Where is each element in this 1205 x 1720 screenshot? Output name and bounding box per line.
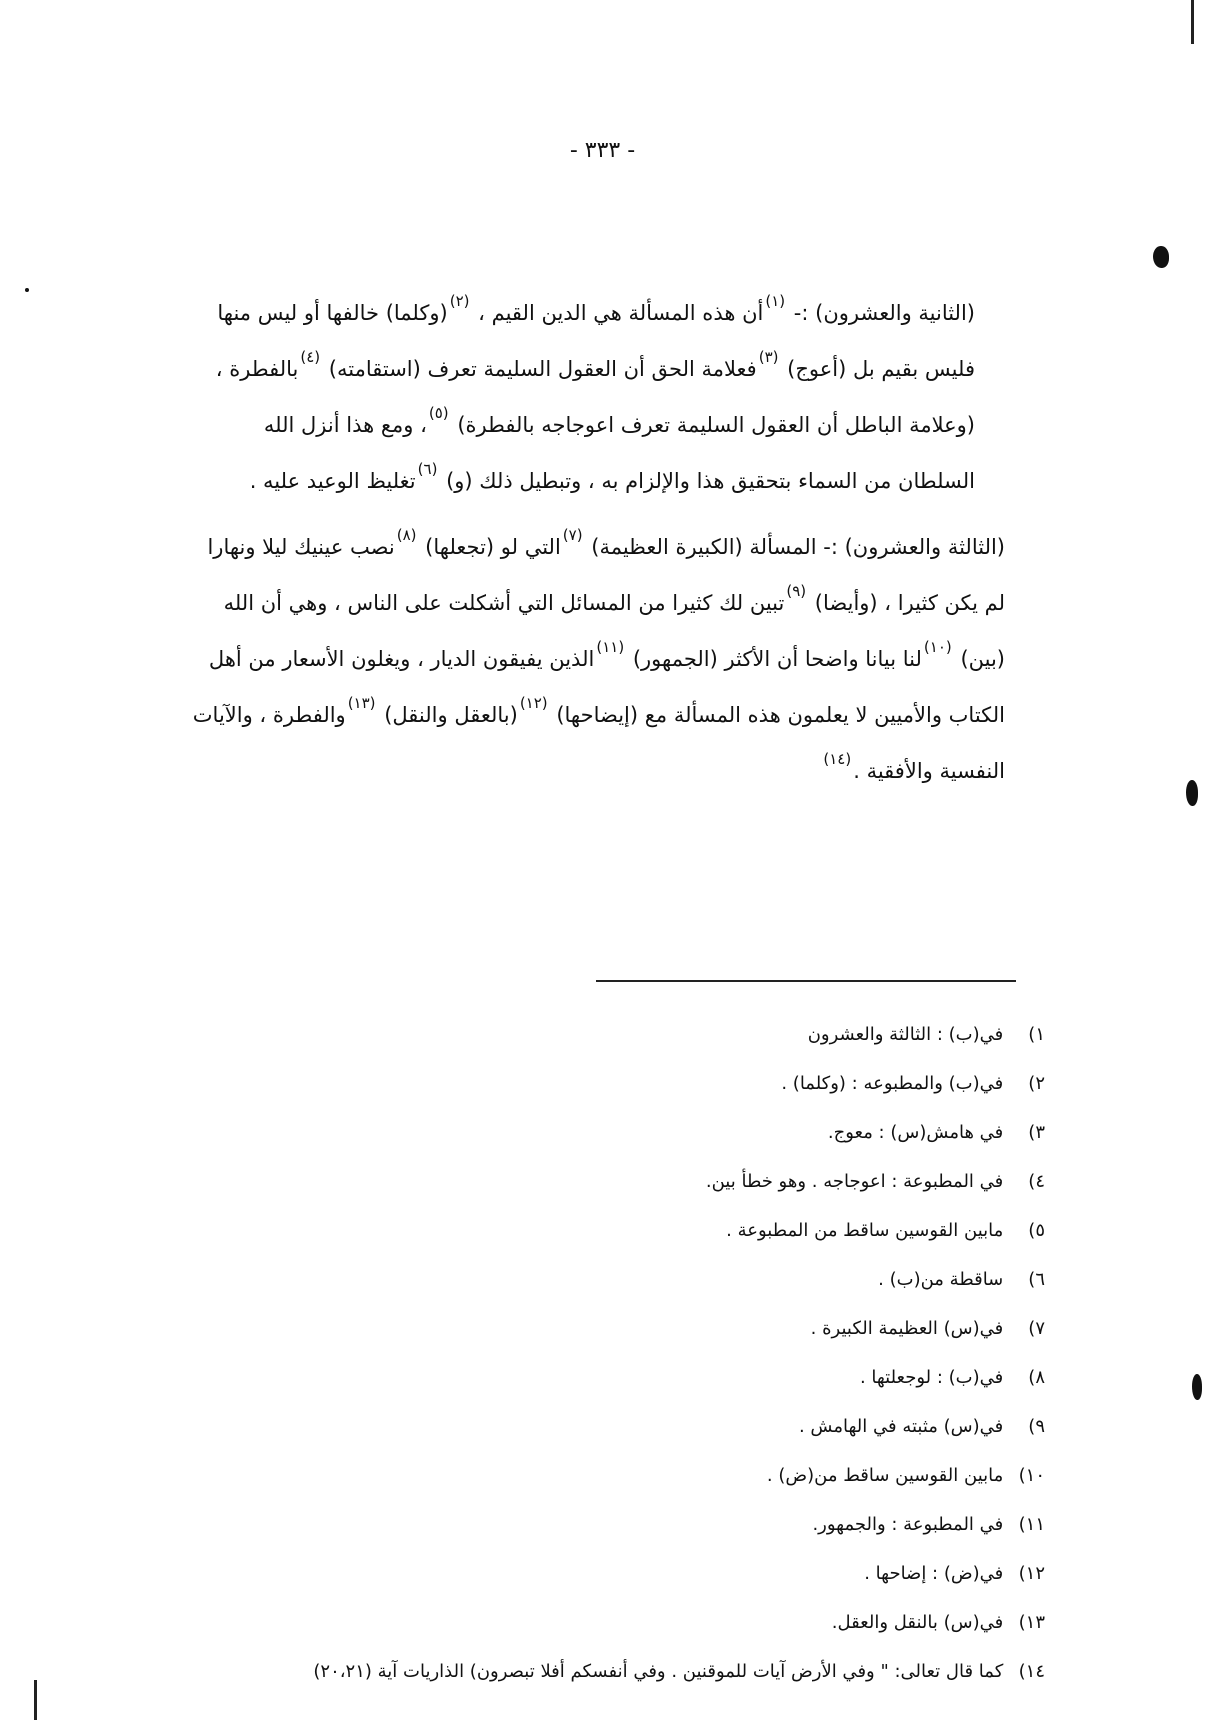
main-text [185, 286, 1005, 800]
scan-blot [1192, 1374, 1202, 1400]
footnote-ref: (١١) [596, 638, 625, 656]
footnote-number: ٥) [1028, 1220, 1045, 1241]
footnote-item [65, 1108, 1045, 1157]
footnote-text: ساقطة من(ب) . [878, 1269, 1004, 1290]
footnote-text: في هامش(س) : معوج. [827, 1122, 1004, 1143]
text-segment: والفطرة ، والآيات النفسية والأفقية . [192, 703, 1005, 783]
footnote-text: في المطبوعة : والجمهور. [812, 1514, 1004, 1535]
text-segment: نصب عينيك ليلا ونهارا لم يكن كثيرا ، (وأيضا) [207, 535, 1005, 615]
footnote-text: في(س) العظيمة الكبيرة . [810, 1318, 1004, 1339]
footnote-ref: (١٤) [823, 750, 852, 768]
footnote-item [65, 1353, 1045, 1402]
footnote-number: ١٢) [1018, 1563, 1045, 1584]
page-number: - ٣٣٣ - [569, 138, 636, 163]
footnote-text: في(ب) والمطبوعه : (وكلما) . [781, 1073, 1004, 1094]
footnote-ref: (١٣) [347, 694, 376, 712]
text-segment: (بالعقل والنقل) [377, 703, 518, 727]
footnote-number: ٧) [1028, 1318, 1045, 1339]
footnote-ref: (٩) [786, 582, 807, 600]
text-segment: تغليظ الوعيد عليه . [249, 469, 416, 493]
footnote-ref: (٢) [449, 292, 470, 310]
footnote-number: ١٣) [1018, 1612, 1045, 1633]
text-segment: (وكلما) خالفها أو ليس منها فليس بقيم بل (أعوج) [217, 301, 975, 381]
text-segment: تبين لك كثيرا من المسائل التي أشكلت على الناس ، وهي أن الله (بين) [223, 591, 1005, 671]
footnote-number: ١٤) [1018, 1661, 1045, 1682]
footnote-ref: (٥) [428, 404, 449, 422]
text-segment: لنا بيانا واضحا أن الأكثر (الجمهور) [626, 647, 922, 671]
footnote-ref: (٣) [758, 348, 779, 366]
text-segment: التي لو (تجعلها) [418, 535, 561, 559]
text-segment: بالفطرة ، (وعلامة الباطل أن العقول السليمة تعرف اعوجاجه بالفطرة) [215, 357, 975, 437]
text-segment: (الثالثة والعشرون) :- المسألة (الكبيرة العظيمة) [584, 535, 1005, 559]
footnote-item [65, 1402, 1045, 1451]
scan-edge [34, 1680, 37, 1720]
footnote-item [65, 1500, 1045, 1549]
scan-blot [1186, 780, 1198, 806]
footnote-number: ٣) [1028, 1122, 1045, 1143]
footnote-ref: (١٠) [923, 638, 952, 656]
scan-edge [1191, 0, 1194, 44]
footnote-text: في(ب) : لوجعلتها . [859, 1367, 1004, 1388]
footnote-text: مابين القوسين ساقط من(ض) . [766, 1465, 1004, 1486]
footnote-text: في(س) بالنقل والعقل. [831, 1612, 1004, 1633]
footnote-number: ١٠) [1018, 1465, 1045, 1486]
footnote-item [65, 1010, 1045, 1059]
footnote-item [65, 1059, 1045, 1108]
paragraph-23 [185, 520, 1005, 800]
footnote-number: ٦) [1028, 1269, 1045, 1290]
footnote-item [65, 1549, 1045, 1598]
footnote-number: ٨) [1028, 1367, 1045, 1388]
footnote-text: مابين القوسين ساقط من المطبوعة . [726, 1220, 1004, 1241]
footnote-ref: (٧) [562, 526, 583, 544]
footnote-number: ٩) [1028, 1416, 1045, 1437]
footnote-text: في(ض) : إضاحها . [864, 1563, 1004, 1584]
footnote-ref: (١) [765, 292, 786, 310]
footnote-item [65, 1647, 1045, 1696]
text-segment: أن هذه المسألة هي الدين القيم ، [471, 301, 764, 325]
footnotes [65, 1010, 1045, 1696]
footnote-item [65, 1157, 1045, 1206]
footnote-item [65, 1206, 1045, 1255]
scan-blot [1153, 246, 1169, 268]
footnote-ref: (٨) [396, 526, 417, 544]
paragraph-22 [185, 286, 1005, 510]
text-segment: الذين يفيقون الديار ، ويغلون الأسعار من أهل الكتاب والأميين لا يعلمون هذه المسألة مع (إيضاحها) [208, 647, 1005, 727]
scan-dot [25, 288, 29, 292]
footnote-number: ١) [1028, 1024, 1045, 1045]
footnote-number: ١١) [1018, 1514, 1045, 1535]
footnote-item [65, 1598, 1045, 1647]
footnote-ref: (٤) [300, 348, 321, 366]
footnote-item [65, 1255, 1045, 1304]
footnote-item [65, 1304, 1045, 1353]
text-segment: (الثانية والعشرون) :- [787, 301, 975, 325]
footnote-number: ٤) [1028, 1171, 1045, 1192]
footnote-ref: (٦) [417, 460, 438, 478]
footnote-text: كما قال تعالى: " وفي الأرض آيات للموقنين . وفي أنفسكم أفلا تبصرون) الذاريات آية (٢٠،٢١) [313, 1661, 1004, 1682]
footnote-number: ٢) [1028, 1073, 1045, 1094]
text-segment: فعلامة الحق أن العقول السليمة تعرف (استقامته) [322, 357, 757, 381]
footnote-text: في(س) مثبته في الهامش . [798, 1416, 1004, 1437]
footnote-ref: (١٢) [519, 694, 548, 712]
text-segment: ، ومع هذا أنزل الله السلطان من السماء بتحقيق هذا والإلزام به ، وتبطيل ذلك (و) [263, 413, 975, 493]
footnote-text: في المطبوعة : اعوجاجه . وهو خطأ بين. [705, 1171, 1004, 1192]
footnote-item [65, 1451, 1045, 1500]
footnote-divider [596, 980, 1016, 982]
footnote-text: في(ب) : الثالثة والعشرون [807, 1024, 1004, 1045]
